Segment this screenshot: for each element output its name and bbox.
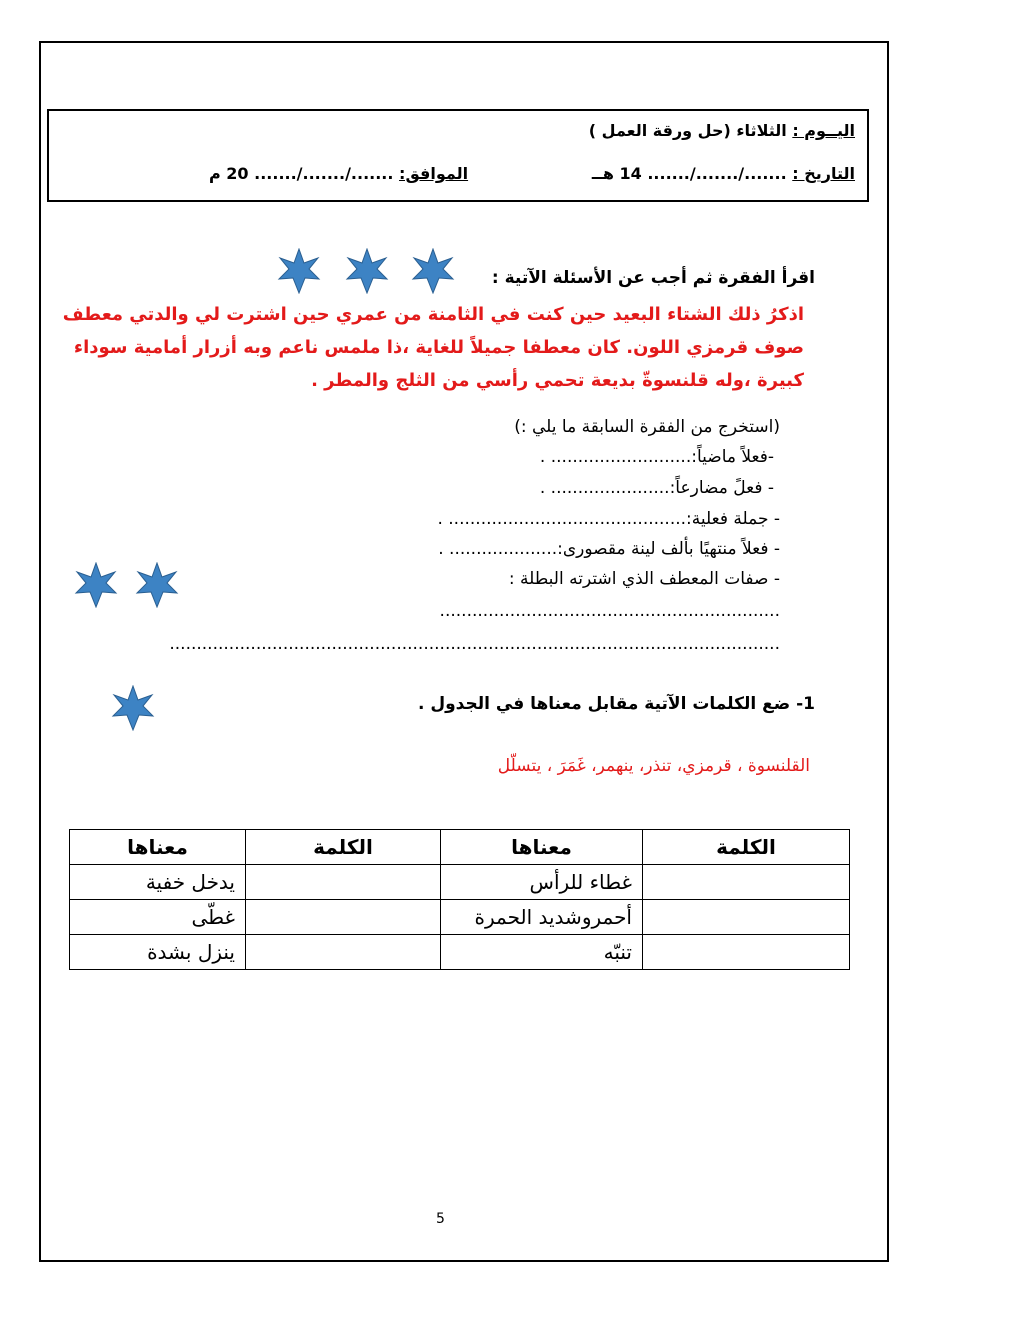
- word-cell[interactable]: [643, 900, 850, 935]
- date-greg-row: [209, 164, 468, 183]
- question-coat-traits: - صفات المعطف الذي اشترته البطلة :: [508, 569, 780, 589]
- meaning-cell: يدخل خفية: [70, 865, 246, 900]
- question-present-verb: - فعلً مضارعاً:...................... .: [539, 478, 774, 498]
- meaning-cell: أحمروشديد الحمرة: [441, 900, 643, 935]
- table-header: الكلمة: [643, 830, 850, 865]
- table-row: [70, 935, 850, 970]
- question-verbal-sentence: - جملة فعلية:............................................ .: [437, 509, 780, 529]
- passage-line: كبيرة ،وله قلنسوةّ بديعة تحمي رأسي من الثلج والمطر .: [311, 370, 804, 391]
- table-row: [70, 900, 850, 935]
- table-header: الكلمة: [246, 830, 441, 865]
- meaning-cell: غطّى: [70, 900, 246, 935]
- day-label: اليــوم :: [792, 121, 855, 140]
- instruction: اقرأ الفقرة ثم أجب عن الأسئلة الآتية :: [491, 268, 815, 288]
- question-alif-verb: - فعلاً منتهيًا بألف لينة مقصورى:.................... .: [438, 539, 780, 559]
- date-greg-label: الموافق:: [399, 164, 469, 183]
- word-cell[interactable]: [246, 865, 441, 900]
- vocab-table: [69, 829, 850, 970]
- word-cell[interactable]: [246, 935, 441, 970]
- passage-line: اذكرُ ذلك الشتاء البعيد حين كنت في الثامنة من عمري حين اشترت لي والدتي معطف: [62, 304, 804, 325]
- meaning-cell: غطاء للرأس: [441, 865, 643, 900]
- date-greg-value: ......./......./....... 20 م: [209, 164, 394, 183]
- star-icon: [276, 248, 322, 294]
- meaning-cell: تنبّه: [441, 935, 643, 970]
- date-hijri-value: ......./......./....... 14 هــ: [591, 164, 787, 183]
- section-title: 1- ضع الكلمات الآتية مقابل معناها في الجدول .: [417, 694, 815, 714]
- word-cell[interactable]: [246, 900, 441, 935]
- passage: [44, 298, 804, 397]
- date-label: التاريخ :: [792, 164, 855, 183]
- word-cell[interactable]: [643, 865, 850, 900]
- answer-line: .................................................................................................................: [169, 634, 780, 654]
- word-cell[interactable]: [643, 935, 850, 970]
- answer-line: ...............................................................: [439, 601, 780, 621]
- star-icon: [410, 248, 456, 294]
- header-box: [47, 109, 869, 202]
- table-header-row: [70, 830, 850, 865]
- star-icon: [344, 248, 390, 294]
- date-hijri-row: [592, 164, 855, 183]
- star-icon: [110, 685, 156, 731]
- day-row: [589, 121, 855, 140]
- table-row: [70, 865, 850, 900]
- table-header: معناها: [70, 830, 246, 865]
- table-header: معناها: [441, 830, 643, 865]
- word-bank: القلنسوة ، قرمزي، تنذر، ينهمر، غَمَرَ ، يتسلّل: [497, 756, 810, 776]
- page-number: 5: [436, 1211, 445, 1227]
- day-value: الثلاثاء (حل ورقة العمل ): [588, 121, 787, 140]
- meaning-cell: ينزل بشدة: [70, 935, 246, 970]
- passage-line: صوف قرمزي اللون. كان معطفا جميلاً للغاية ،ذا ملمس ناعم وبه أزرار أمامية سوداء: [73, 337, 804, 358]
- question-past-verb: -فعلاً ماضياً:.......................... .: [539, 447, 774, 467]
- star-icon: [73, 562, 119, 608]
- star-icon: [134, 562, 180, 608]
- questions-intro: (استخرج من الفقرة السابقة ما يلي :): [514, 417, 780, 437]
